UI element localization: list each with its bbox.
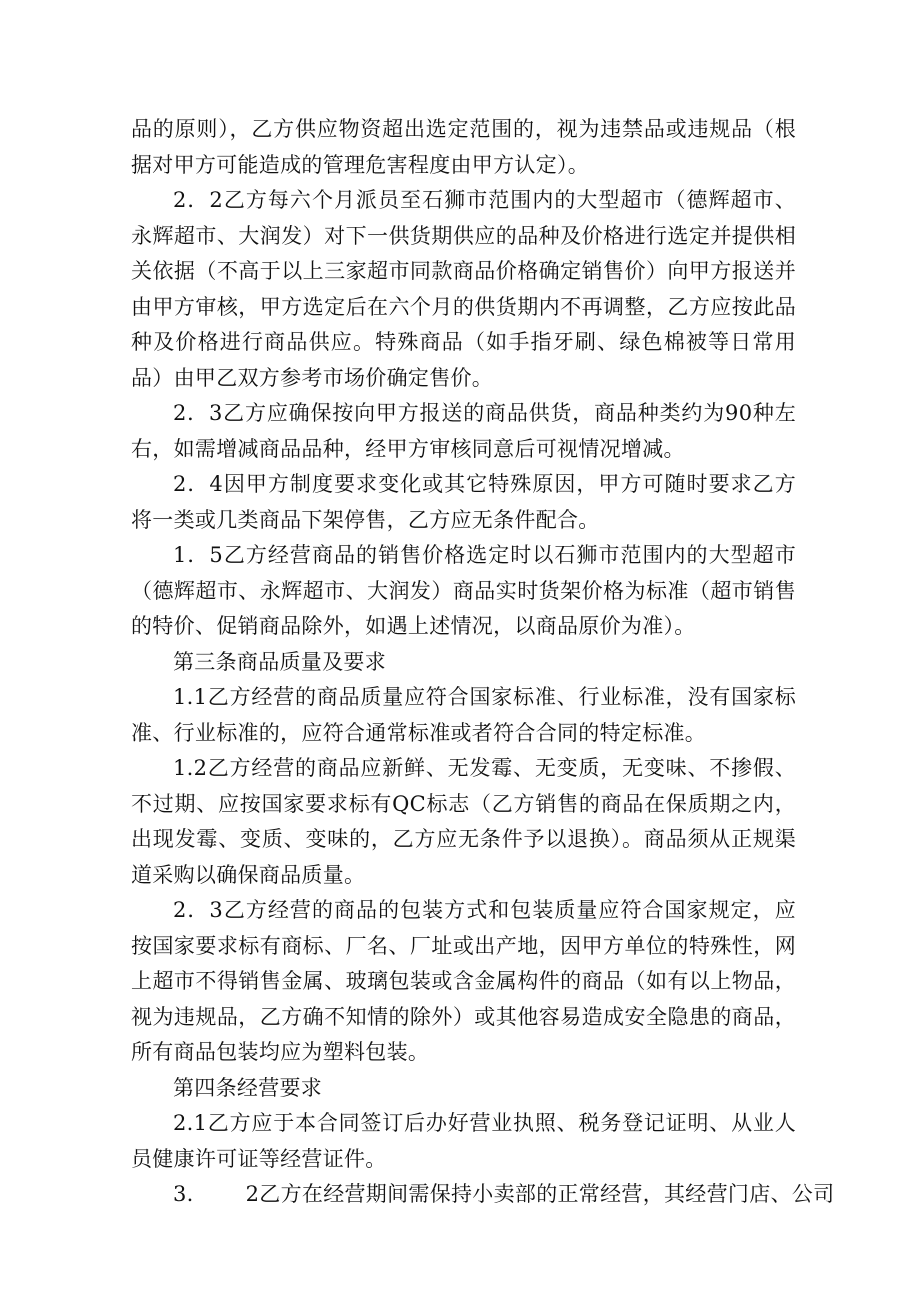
- paragraph-2-2: 2．2乙方每六个月派员至石狮市范围内的大型超市（德辉超市、永辉超市、大润发）对下一供货期供应的品种及价格进行选定并提供相关依据（不高于以上三家超市同款商品价格确定销售价）向甲方报送并由甲方审核，甲方选定后在六个月的供货期内不再调整，乙方应按此品种及价格进行商品供应。特殊商品（如手指牙刷、绿色棉被等日常用品）由甲乙双方参考市场价确定售价。: [131, 188, 796, 390]
- paragraph-2-3: 2．3乙方应确保按向甲方报送的商品供货，商品种类约为90种左右，如需增减商品品种，经甲方审核同意后可视情况增减。: [131, 401, 796, 461]
- paragraph-continuation: 品的原则），乙方供应物资超出选定范围的，视为违禁品或违规品（根据对甲方可能造成的管理危害程度由甲方认定）。: [131, 117, 796, 177]
- paragraph-1-2: 1.2乙方经营的商品应新鲜、无发霉、无变质，无变味、不掺假、不过期、应按国家要求标有QC标志（乙方销售的商品在保质期之内，出现发霉、变质、变味的，乙方应无条件予以退换）。商品须从正规渠道采购以确保商品质量。: [131, 756, 796, 887]
- section-heading-article-3: 第三条商品质量及要求: [173, 649, 386, 674]
- paragraph-2-3-packaging: 2．3乙方经营的商品的包装方式和包装质量应符合国家规定，应按国家要求标有商标、厂名、厂址或出产地，因甲方单位的特殊性，网上超市不得销售金属、玻璃包装或含金属构件的商品（如有以上物品，视为违规品，乙方确不知情的除外）或其他容易造成安全隐患的商品，所有商品包装均应为塑料包装。: [131, 898, 796, 1064]
- paragraph-2-4: 2．4因甲方制度要求变化或其它特殊原因，甲方可随时要求乙方将一类或几类商品下架停售，乙方应无条件配合。: [131, 472, 796, 532]
- document-body: [131, 112, 835, 1213]
- list-number: 3.: [173, 1182, 194, 1206]
- paragraph-1-5: 1．5乙方经营商品的销售价格选定时以石狮市范围内的大型超市（德辉超市、永辉超市、大润发）商品实时货架价格为标准（超市销售的特价、促销商品除外，如遇上述情况，以商品原价为准）。: [131, 543, 796, 638]
- paragraph-3-2-text: 2乙方在经营期间需保持小卖部的正常经营，其经营门店、公司: [245, 1182, 835, 1206]
- paragraph-1-1: 1.1乙方经营的商品质量应符合国家标准、行业标准，没有国家标准、行业标准的，应符合通常标准或者符合合同的特定标准。: [131, 685, 796, 745]
- paragraph-3-2-start: [131, 1177, 835, 1213]
- section-heading-article-4: 第四条经营要求: [173, 1075, 323, 1100]
- paragraph-2-1-licenses: 2.1乙方应于本合同签订后办好营业执照、税务登记证明、从业人员健康许可证等经营证件。: [131, 1111, 796, 1171]
